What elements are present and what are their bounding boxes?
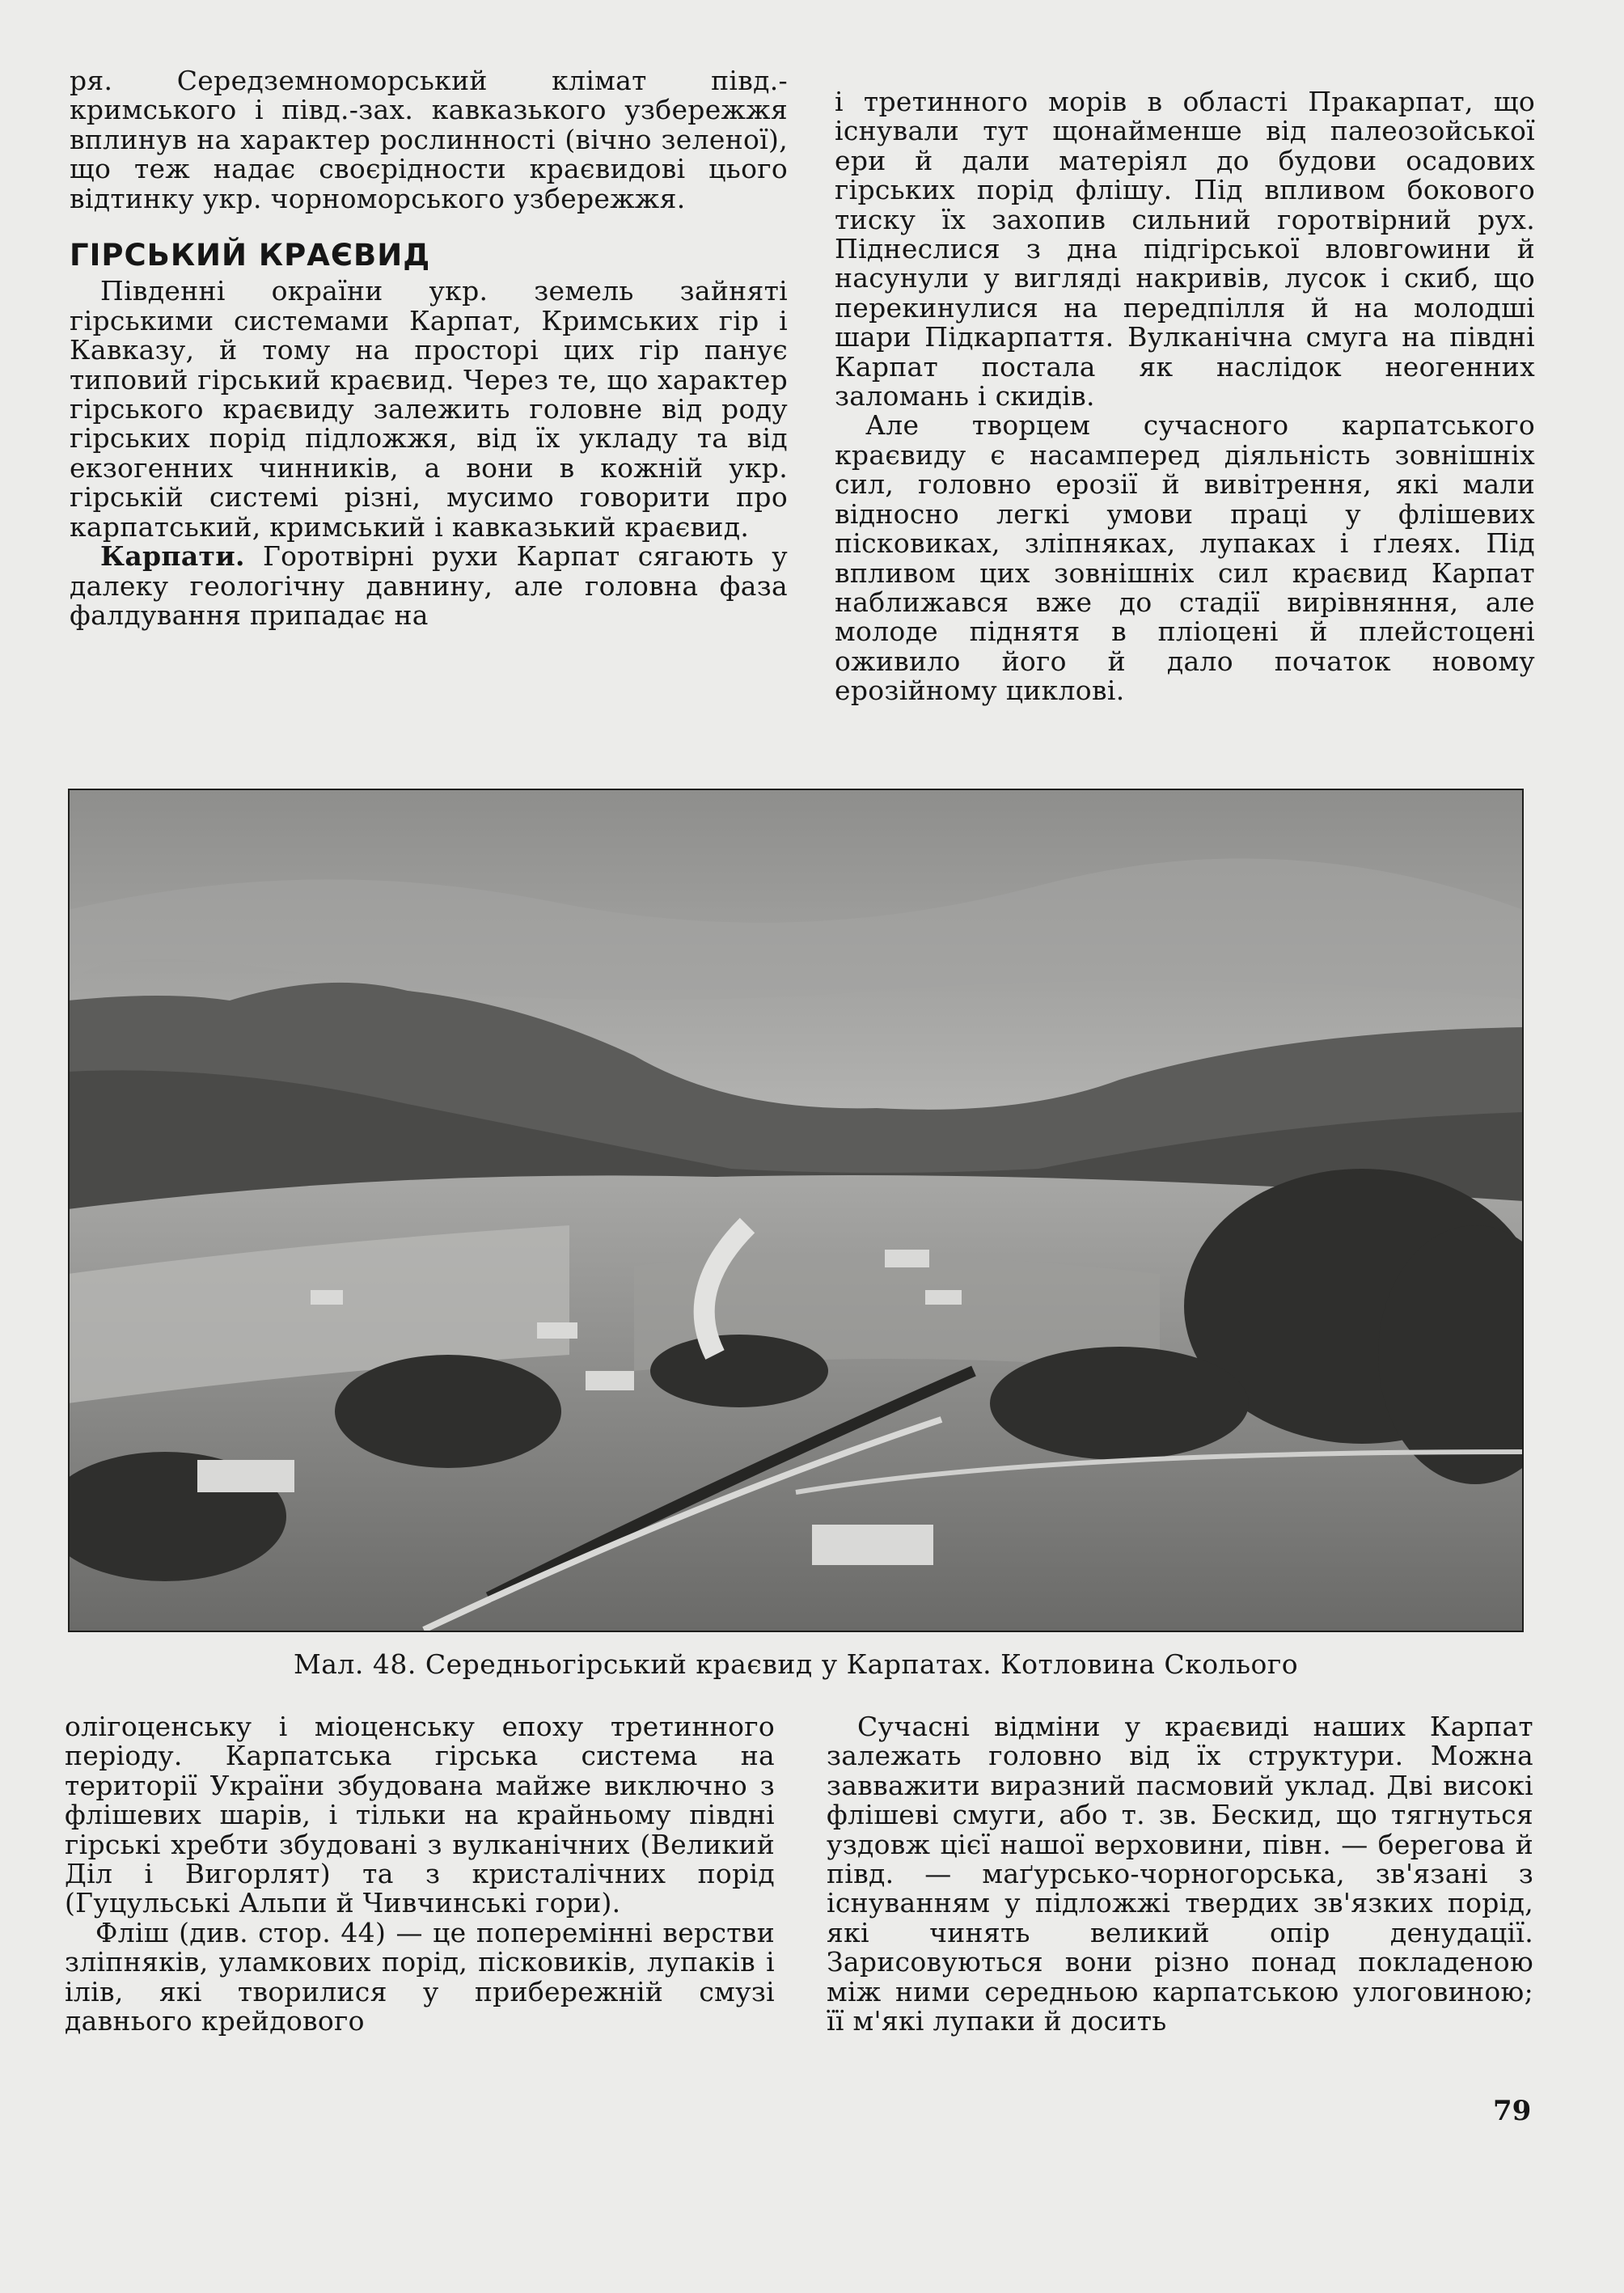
paragraph: Сучасні відміни у краєвиді наших Карпат залежать головно від їх структури. Можна завважити виразний пасмовий уклад. Дві високі флішеві смуги, або т. зв. Бескид, що тягнуться уздовж цієї нашої верховини, півн. — берегова й півд. — маґурсько-чорногорська, зв'язані з існуванням у підложжі твердих зв'язких порід, які чинять великий опір денудації. Зарисовуються вони різно понад покладеною між ними середньою карпатською улоговиною; її м'які лупаки й досить (827, 1711, 1533, 2037)
paragraph-text: Горотвірні рухи Карпат сягають у далеку геологічну давнину, але головна фаза фалдування припадає на (70, 540, 788, 631)
text-column-bottom-left (65, 1712, 775, 2036)
run-in-heading: Карпати. (100, 540, 245, 573)
landscape-photo (68, 789, 1524, 1632)
photo-drawing (68, 789, 1524, 1632)
figure-caption: Мал. 48. Середньогірський краєвид у Карпатах. Котловина Сколього (293, 1648, 1299, 1680)
text-column-top-right (835, 87, 1535, 706)
paragraph (70, 542, 788, 630)
page-number: 79 (1493, 2095, 1532, 2127)
paragraph: олігоценську і міоценську епоху третинного періоду. Карпатська гірська система на території України збудована майже виключно з флішевих шарів, і тільки на крайньому півдні гірські хребти збудовані з вулканічних (Великий Діл і Вигорлят) та з кристалічних порід (Гуцульські Альпи й Чивчинські гори). (65, 1711, 775, 1919)
paragraph: Але творцем сучасного карпатського краєвиду є насамперед діяльність зовнішніх сил, головно ерозії й вивітрення, які мали відносно легкі умови праці у флішевих пісковиках, зліпняках, лупаках і ґлеях. Під впливом цих зовнішніх сил краєвид Карпат наближався вже до стадії вирівняння, але молоде піднятя в пліоцені й плейстоцені оживило його й дало початок новому ерозійному циклові. (835, 409, 1535, 707)
paragraph: Південні окраїни укр. земель зайняті гірськими системами Карпат, Кримських гір і Кавказу, й тому на просторі цих гір панує типовий гірський краєвид. Через те, що характер гірського краєвиду залежить головне від роду гірських порід підложжя, від їх укладу та від екзогенних чинників, а вони в кожній укр. гірській системі різні, мусимо говорити про карпатський, кримський і кавказький краєвид. (70, 275, 788, 543)
text-column-top-left (70, 66, 788, 630)
section-heading: ГІРСЬКИЙ КРАЄВИД (70, 238, 431, 273)
paragraph: і третинного морів в області Пракарпат, що існували тут щонайменше від палеозойської ери й дали матеріял до будови осадових гірських порід флішу. Під впливом бокового тиску їх захопив сильний горотвірний рух. Піднеслися з дна підгірської вловгоѡини й насунули у вигляді накривів, лусок і скиб, що перекинулися на передпілля й на молодші шари Підкарпаття. Вулканічна смуга на півдні Карпат постала як наслідок неогенних заломань і скидів. (835, 86, 1535, 412)
text-column-bottom-right (827, 1712, 1533, 2036)
paragraph: ря. Середземноморський клімат півд.-кримського і півд.-зах. кавказького узбережжя вплинув на характер рослинності (вічно зеленої), що теж надає своєрідности краєвидові цього відтинку укр. чорноморського узбережжя. (70, 65, 788, 214)
paragraph: Фліш (див. стор. 44) — це поперемінні верстви зліпняків, уламкових порід, пісковиків, лупаків і ілів, які творилися у прибережній смузі давнього крейдового (65, 1916, 775, 2037)
